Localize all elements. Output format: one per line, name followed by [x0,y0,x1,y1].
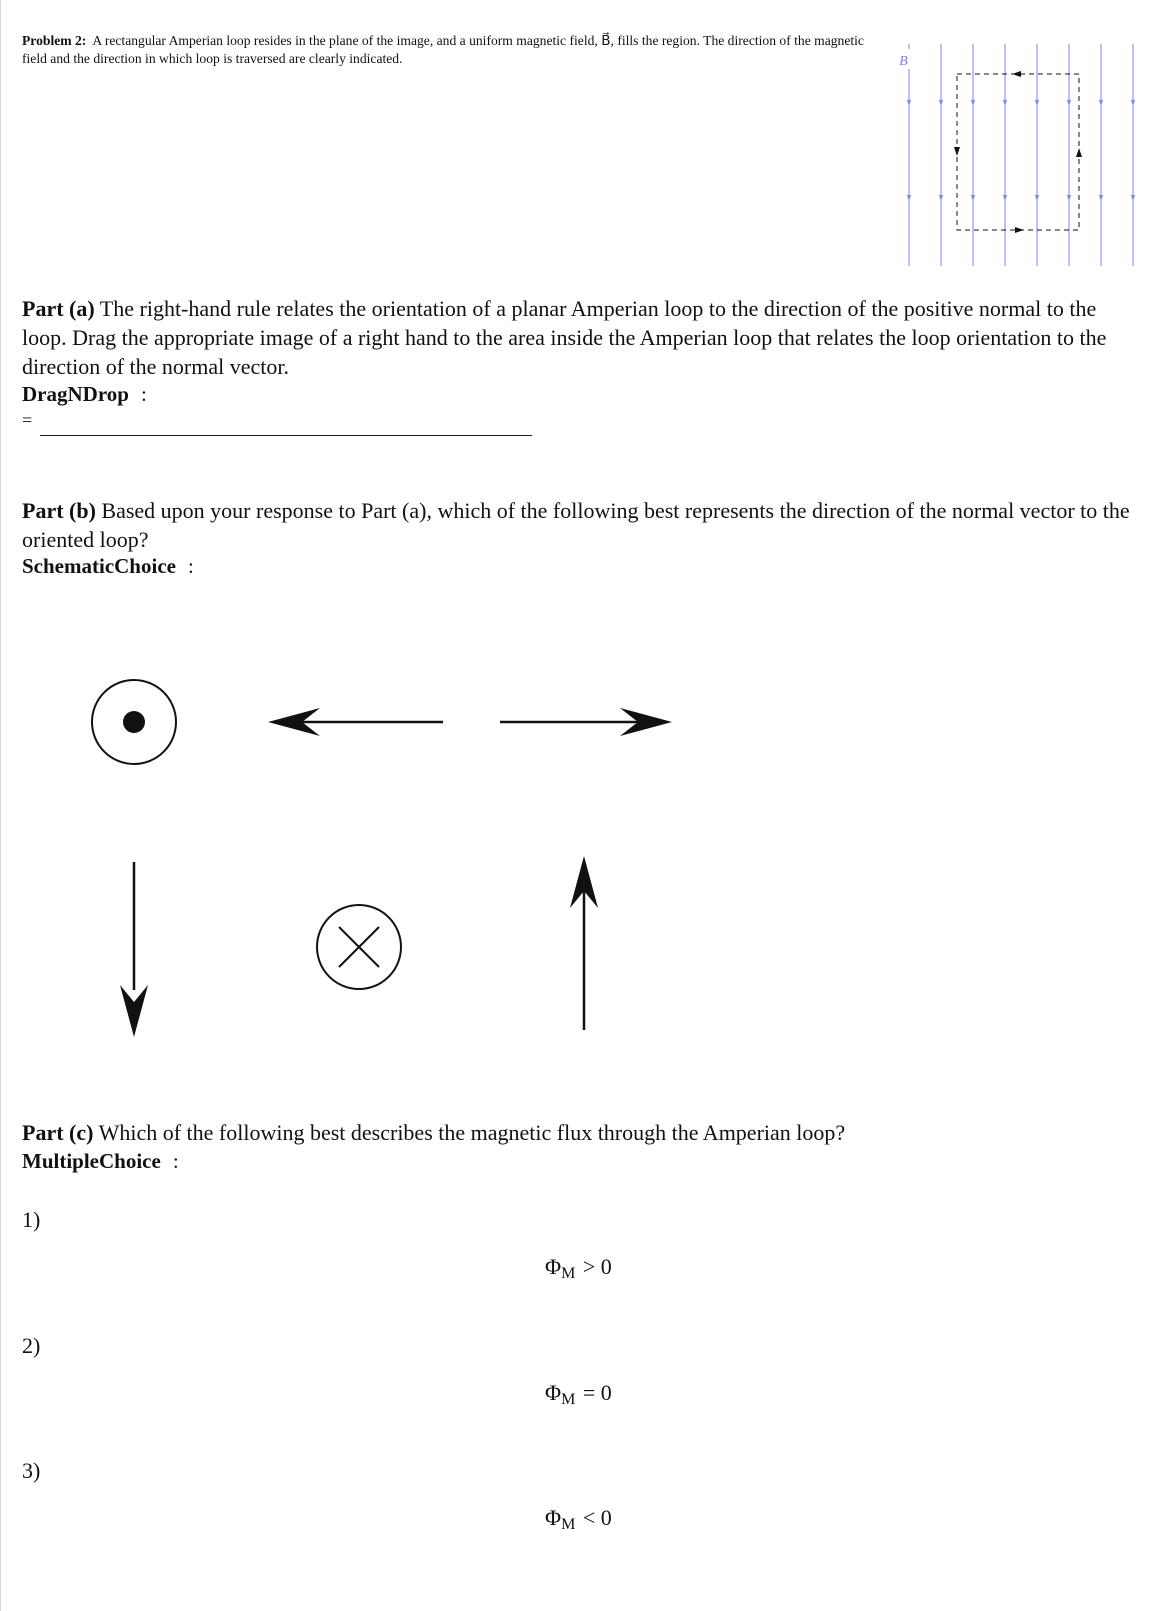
part-b-colon: : [187,554,194,578]
arrow-down-icon[interactable] [120,862,148,1037]
part-b-question [22,496,1152,554]
part-a-kind [22,382,147,407]
part-c-kind [22,1149,179,1174]
part-c-kind-label: MultipleChoice [22,1149,161,1173]
part-a-kind-label: DragNDrop [22,382,129,406]
part-b-label: Part (b) [22,498,96,523]
phi-symbol: Φ [545,1380,562,1405]
amperian-loop [957,74,1079,230]
phi-subscript: M [561,1391,576,1408]
arrow-left-icon[interactable] [268,708,443,736]
part-a-question [22,294,1142,381]
part-a-label: Part (a) [22,296,95,321]
option-1-flux[interactable] [545,1254,612,1283]
part-b-text: Based upon your response to Part (a), which of the following best represents the direction of the normal vector to the oriented loop? [22,498,1130,552]
arrow-right-icon[interactable] [500,708,672,736]
flux-relation: > 0 [582,1254,612,1279]
phi-subscript: M [561,1516,576,1533]
phi-symbol: Φ [545,1505,562,1530]
option-1-number[interactable]: 1) [22,1207,41,1232]
problem-statement [22,32,872,68]
magnetic-field-lines [909,44,1133,266]
part-b-choices [0,640,720,1060]
problem-text: A rectangular Amperian loop resides in the plane of the image, and a uniform magnetic field, B⃗, fills the region. The direction of the magnetic field and the direction in which loop is traversed are clearly indicated. [22,33,864,66]
option-3-flux[interactable] [545,1505,612,1534]
part-a-equals: = [22,410,33,430]
field-label: B⃗ [899,54,919,69]
part-c-colon: : [172,1149,179,1173]
option-2-number[interactable]: 2) [22,1333,41,1358]
amperian-loop-figure [895,36,1135,266]
part-a-text: The right-hand rule relates the orientation of a planar Amperian loop to the direction of the positive normal to the loop. Drag the appropriate image of a right hand to the area inside the Amperian loop that relates the loop orientation to the direction of the normal vector. [22,296,1107,379]
into-page-icon[interactable] [317,905,401,989]
part-c-question [22,1118,1142,1147]
problem-label: Problem 2: [22,33,87,48]
arrow-up-icon[interactable] [570,856,598,1030]
option-2-flux[interactable] [545,1380,612,1409]
part-b-kind [22,554,194,579]
part-c-text: Which of the following best describes the magnetic flux through the Amperian loop? [98,1120,846,1145]
part-a-drop-target[interactable] [40,435,532,436]
flux-relation: < 0 [582,1505,612,1530]
part-b-kind-label: SchematicChoice [22,554,176,578]
out-of-page-icon[interactable] [92,680,176,764]
flux-relation: = 0 [582,1380,612,1405]
phi-symbol: Φ [545,1254,562,1279]
part-c-label: Part (c) [22,1120,94,1145]
part-a-colon: : [140,382,147,406]
phi-subscript: M [561,1265,576,1282]
option-3-number[interactable]: 3) [22,1458,41,1483]
